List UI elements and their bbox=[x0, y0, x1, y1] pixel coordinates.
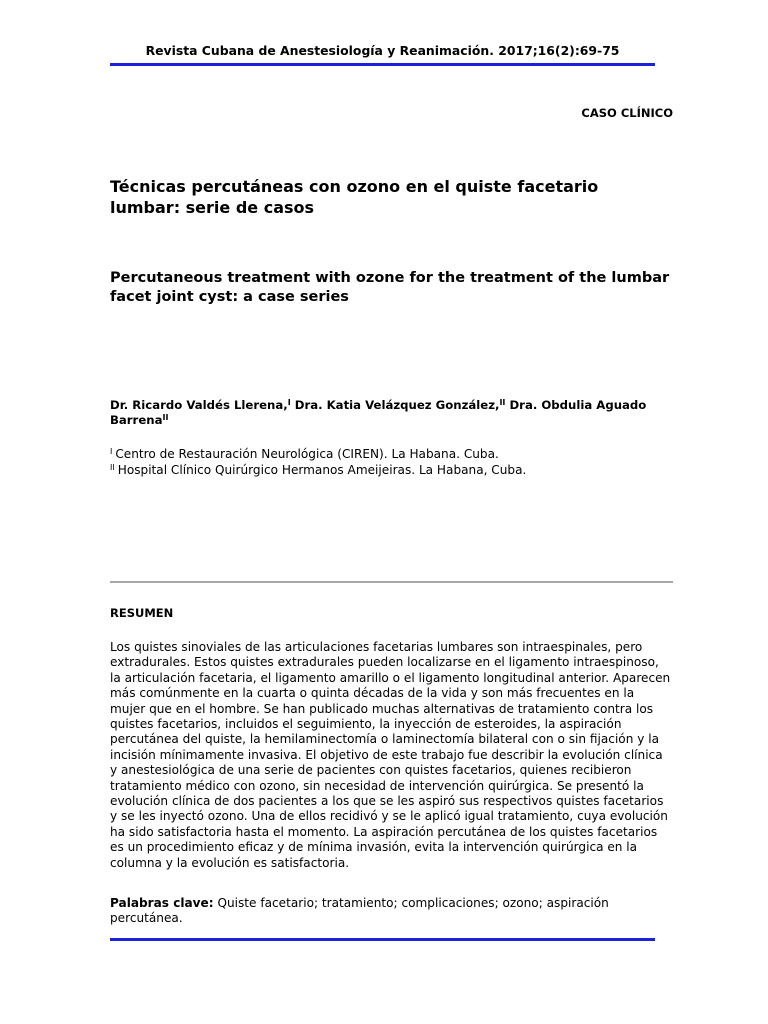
affiliation-mark: II bbox=[162, 413, 169, 422]
affiliation-item bbox=[110, 462, 670, 478]
journal-citation: Revista Cubana de Anestesiología y Reanimación. 2017;16(2):69-75 bbox=[145, 43, 620, 58]
affiliation-list bbox=[110, 446, 670, 478]
affiliation-mark: II bbox=[110, 463, 115, 472]
affiliation-mark: I bbox=[287, 398, 291, 407]
keywords-label: Palabras clave: bbox=[110, 896, 214, 910]
affiliation-text: Hospital Clínico Quirúrgico Hermanos Ameijeiras. La Habana, Cuba. bbox=[117, 463, 527, 477]
article-title-english: Percutaneous treatment with ozone for the treatment of the lumbar facet joint cyst: a case series bbox=[110, 270, 670, 305]
abstract-body: Los quistes sinoviales de las articulaciones facetarias lumbares son intraespinales, pero extradurales. Estos quistes extradurales pueden localizarse en el ligamento intraespinoso, la articulación facetaria, el ligamento amarillo o el ligamento longitudinal anterior. Aparecen más comúnmente en la cuarta o quinta décadas de la vida y son más frecuentes en la mujer que en el hombre. Se han publicado muchas alternativas de tratamiento contra los quistes facetarios, incluidos el seguimiento, la inyección de esteroides, la aspiración percutánea del quiste, la hemilaminectomía o laminectomía bilateral con o sin fijación y la incisión mínimamente invasiva. El objetivo de este trabajo fue describir la evolución clínica y anestesiológica de una serie de pacientes con quistes facetarios, quienes recibieron tratamiento médico con ozono, sin necesidad de intervención quirúrgica. Se presentó la evolución clínica de dos pacientes a los que se les aspiró sus respectivos quistes facetarios y se les inyectó ozono. Una de ellos recidivó y se le aplicó igual tratamiento, cuya evolución ha sido satisfactoria hasta el momento. La aspiración percutánea de los quistes facetarios es un procedimiento eficaz y de mínima invasión, evita la intervención quirúrgica en la columna y la evolución es satisfactoria. bbox=[110, 640, 671, 870]
affiliation-item bbox=[110, 446, 670, 462]
affiliation-mark: II bbox=[499, 398, 506, 407]
section-type: CASO CLÍNICO bbox=[581, 106, 673, 120]
header-divider bbox=[110, 63, 655, 66]
author-name: Dr. Ricardo Valdés Llerena, bbox=[110, 398, 288, 412]
author-name: Dra. Katia Velázquez González, bbox=[294, 398, 500, 412]
author-list bbox=[110, 398, 670, 428]
keywords-text: Quiste facetario; tratamiento; complicaciones; ozono; aspiración percutánea. bbox=[110, 896, 609, 926]
author-name: Dra. Obdulia Aguado Barrena bbox=[110, 398, 647, 427]
keywords bbox=[110, 896, 672, 927]
affiliation-mark: I bbox=[110, 447, 113, 456]
affiliation-text: Centro de Restauración Neurológica (CIREN). La Habana. Cuba. bbox=[115, 447, 499, 461]
abstract-heading: RESUMEN bbox=[110, 606, 174, 620]
footer-divider bbox=[110, 938, 655, 941]
article-title-spanish: Técnicas percutáneas con ozono en el quiste facetario lumbar: serie de casos bbox=[110, 177, 599, 217]
section-divider bbox=[110, 581, 673, 583]
